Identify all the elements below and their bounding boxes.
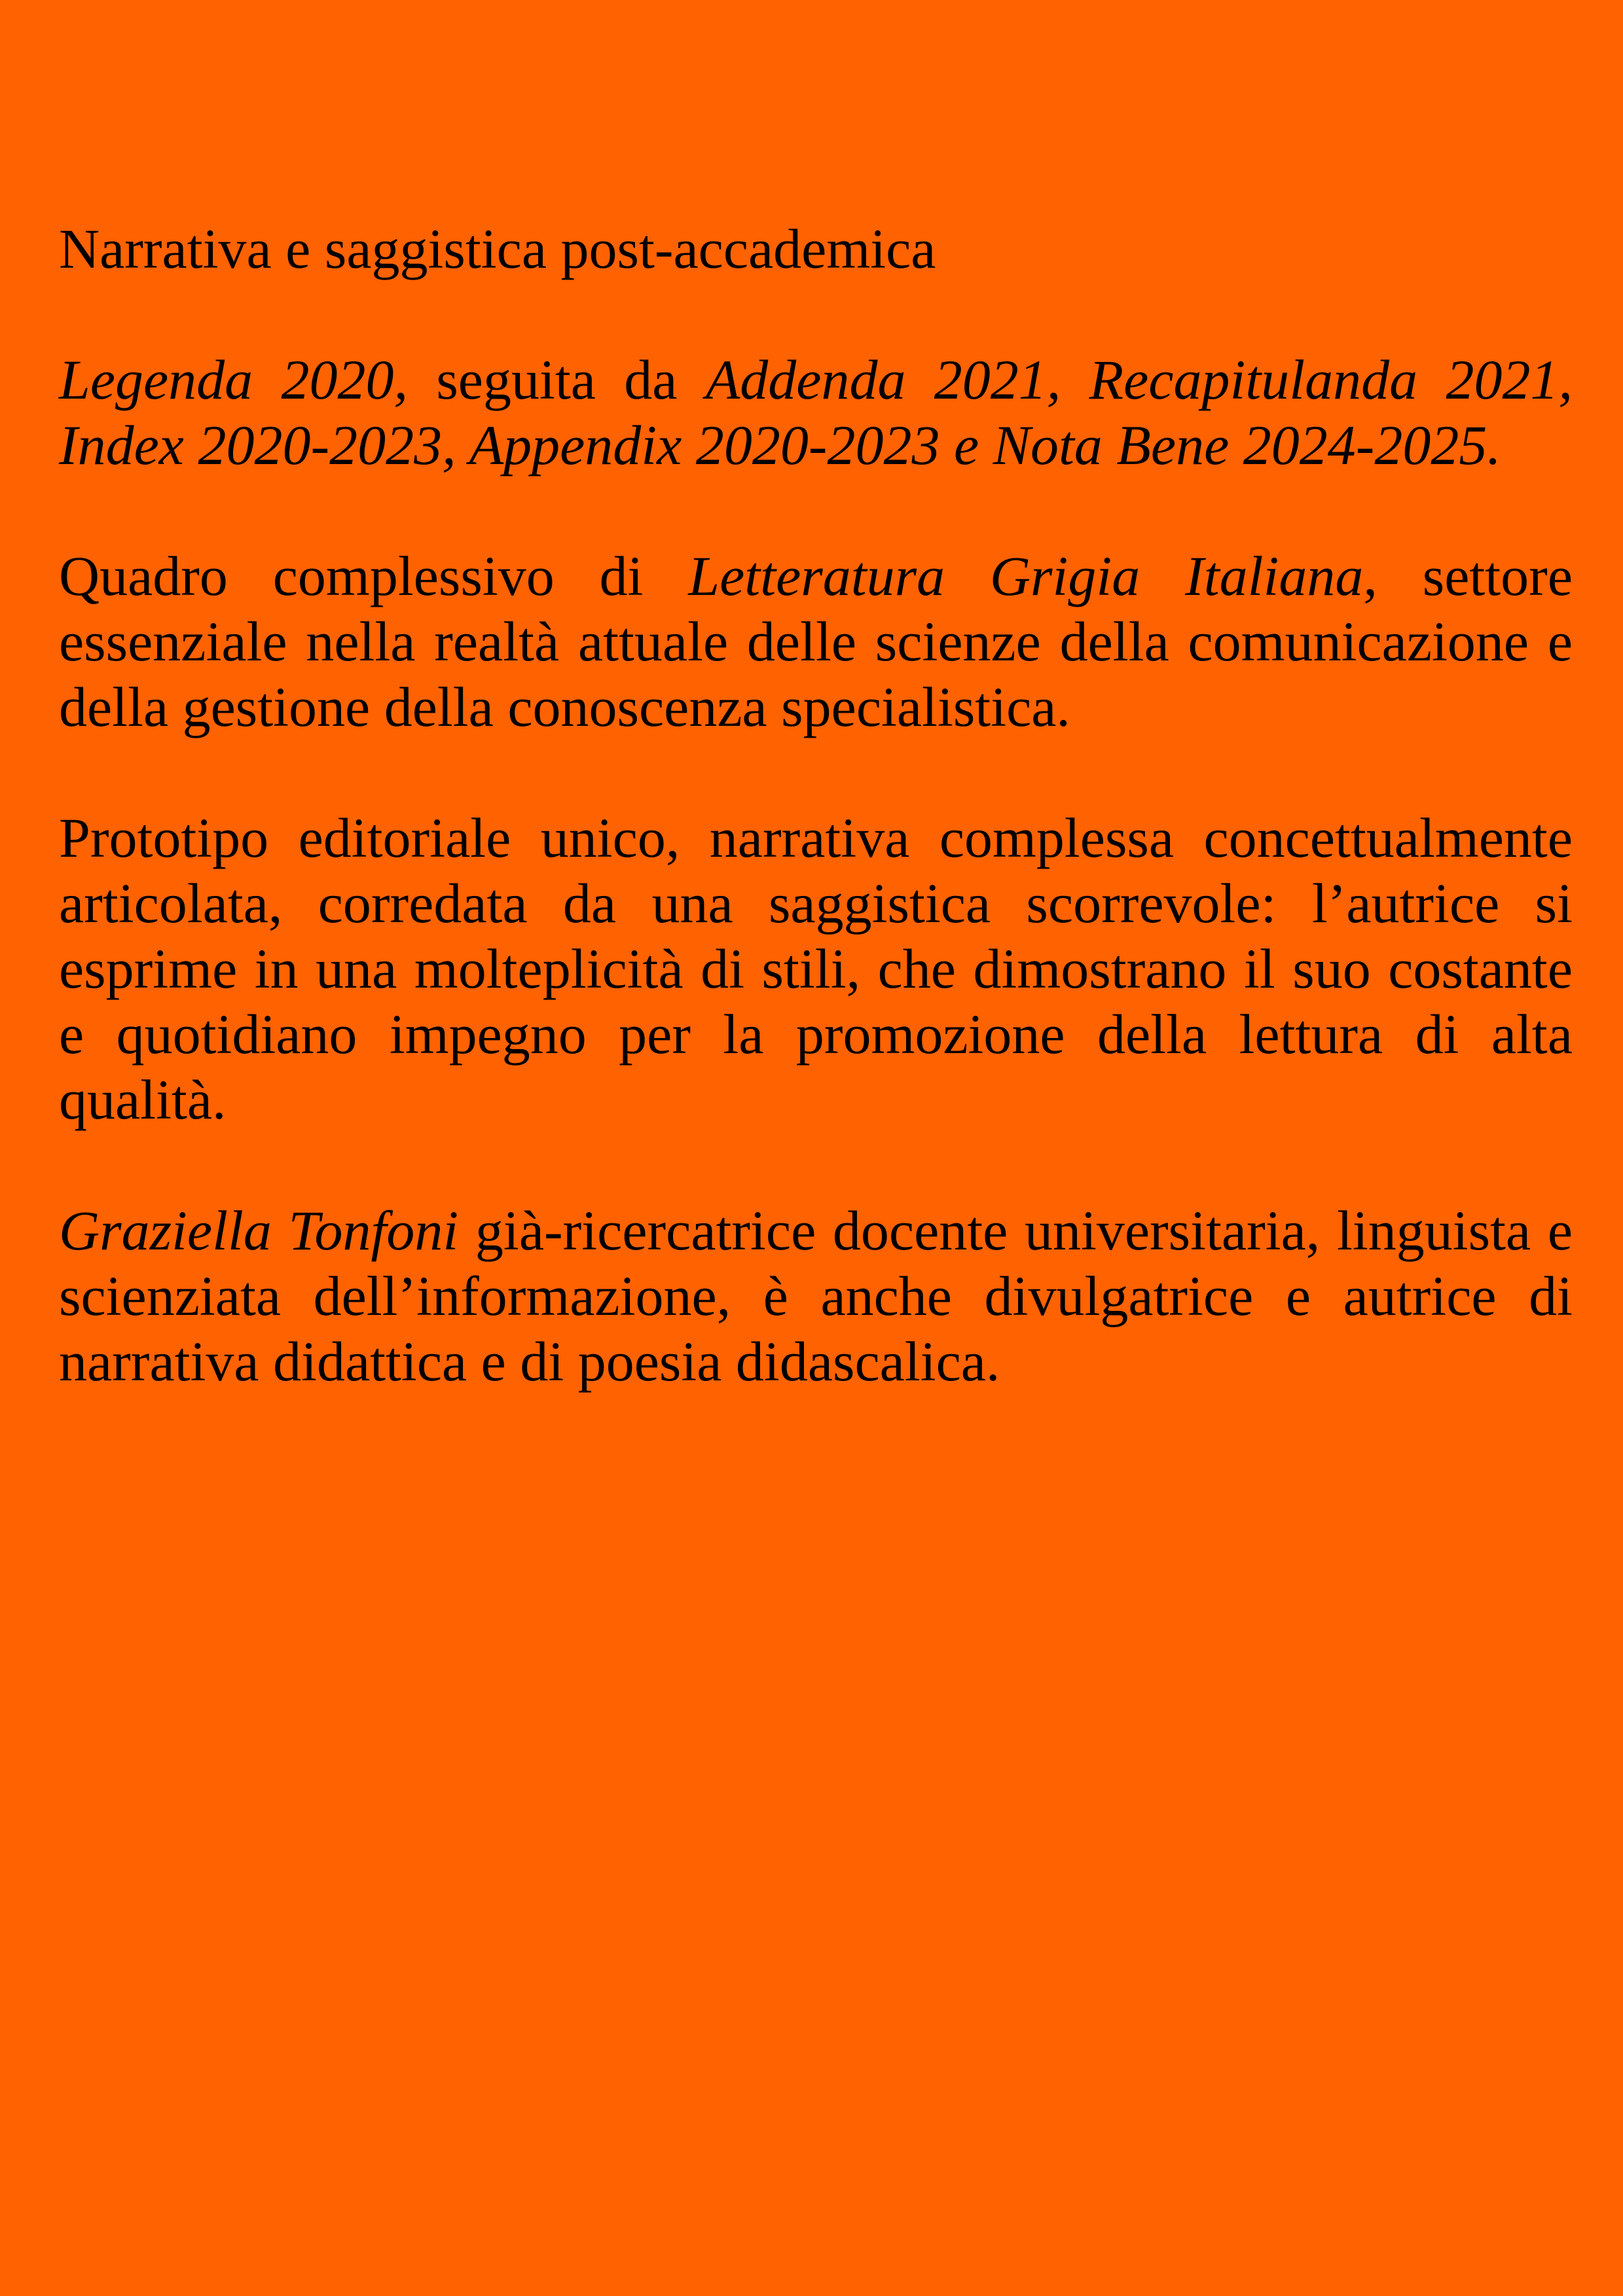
author-name: Graziella Tonfoni bbox=[59, 1199, 459, 1262]
overview-highlight: Letteratura Grigia Italiana bbox=[688, 545, 1364, 607]
series-paragraph bbox=[59, 347, 1573, 478]
author-bio: già-ricercatrice docente universitaria, linguista e scienziata dell’informazione, è anche divulgatrice e autrice di narrativa didattica e di poesia didascalica. bbox=[59, 1199, 1573, 1393]
overview-paragraph bbox=[59, 543, 1573, 740]
cover-text-block bbox=[59, 216, 1573, 1394]
overview-rest: , settore essenziale nella realtà attuale delle scienze della comunicazione e della gestione della conoscenza specialistica. bbox=[59, 545, 1573, 738]
overview-lead: Quadro complessivo di bbox=[59, 545, 689, 607]
series-connector: seguita da bbox=[408, 348, 706, 411]
series-title-legenda: Legenda 2020, bbox=[59, 348, 408, 411]
series-titles-rest: Addenda 2021, Recapitulanda 2021, Index 2020-2023, Appendix 2020-2023 e Nota Bene 2024-2025. bbox=[59, 348, 1573, 476]
author-paragraph bbox=[59, 1198, 1573, 1394]
prototype-paragraph: Prototipo editoriale unico, narrativa complessa concettualmente articolata, corredata da una saggistica scorrevole: l’autrice si esprime in una molteplicità di stili, che dimostrano il suo costante e quotidiano impegno per la promozione della lettura di alta qualità. bbox=[59, 806, 1573, 1131]
subtitle: Narrativa e saggistica post-accademica bbox=[59, 217, 936, 280]
